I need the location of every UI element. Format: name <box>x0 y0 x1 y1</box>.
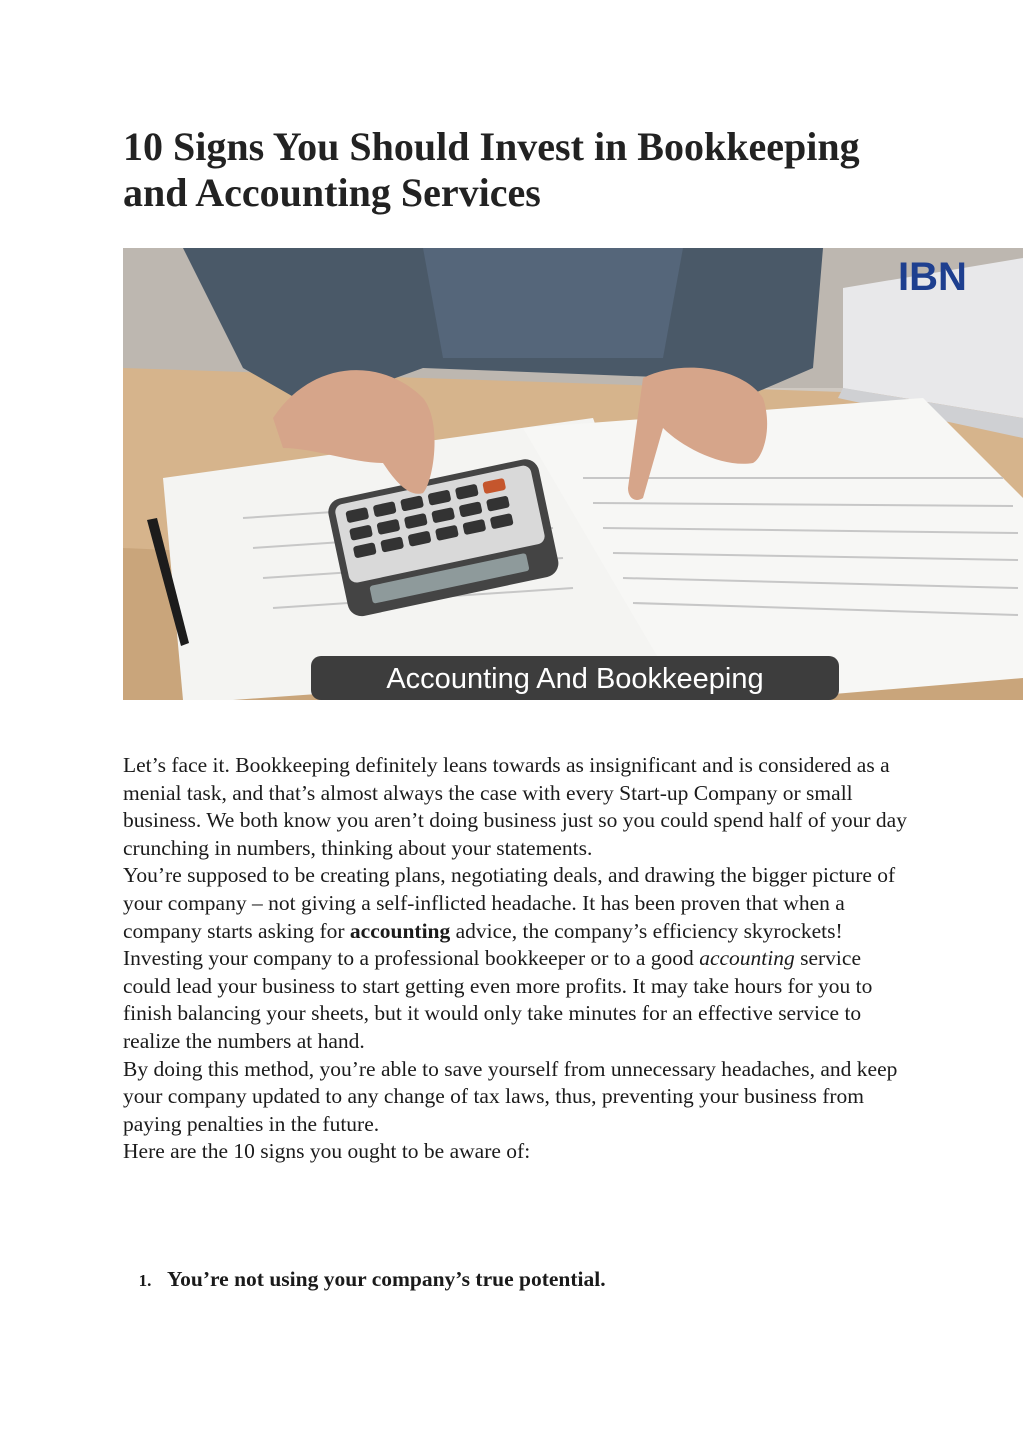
accounting-italic: accounting <box>699 946 795 971</box>
paragraph-3 <box>123 945 913 1055</box>
paragraph-1: Let’s face it. Bookkeeping definitely leans towards as insignificant and is considered as a menial task, and that’s almost always the case with every Start-up Company or small business. We both know you aren’t doing business just so you could spend half of your day crunching in numbers, thinking about your statements. <box>123 753 907 860</box>
list-item-number: 1. <box>138 1271 152 1290</box>
paragraph-3-text-b: service could lead your business to start getting even more profits. It may take hours for you to finish balancing your sheets, but it would only take minutes for an effective service to realize the numbers at hand. <box>123 946 873 1053</box>
ibn-logo: IBN <box>898 255 967 299</box>
paragraph-2-text-b: advice, the company’s efficiency skyrockets! <box>450 918 843 943</box>
paragraph-2-text-a: You’re supposed to be creating plans, negotiating deals, and drawing the bigger picture of your company – not giving a self-inflicted headache. It has been proven that when a company starts asking for <box>123 863 896 943</box>
list-item <box>123 1265 913 1295</box>
paragraph-4: By doing this method, you’re able to save yourself from unnecessary headaches, and keep your company updated to any change of tax laws, thus, preventing your business from paying penalties in the future. <box>123 1056 898 1136</box>
banner-text: Accounting And Bookkeeping <box>386 663 764 695</box>
accounting-bold: accounting <box>349 918 451 943</box>
page-title: 10 Signs You Should Invest in Bookkeeping and Accounting Services <box>123 124 860 215</box>
hero-image <box>123 248 1023 700</box>
paragraph-5: Here are the 10 signs you ought to be aware of: <box>123 1139 531 1164</box>
list-item-text: You’re not using your company’s true potential. <box>167 1267 606 1291</box>
signs-list <box>123 1265 913 1295</box>
article-body <box>123 752 913 1166</box>
paragraph-2 <box>123 862 913 945</box>
paragraph-3-text-a: Investing your company to a professional bookkeeper or to a good <box>123 946 700 971</box>
